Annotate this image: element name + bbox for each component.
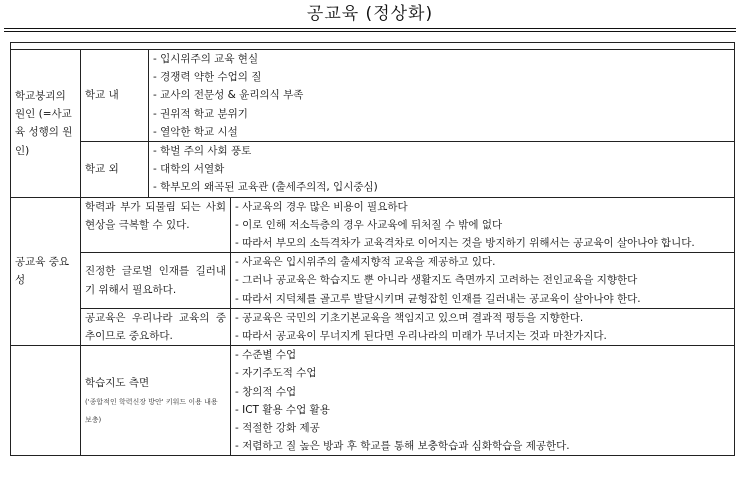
causes-outside-list <box>149 142 735 198</box>
list-item: - 학벌 주의 사회 풍토 <box>153 145 252 158</box>
list-item: - 따라서 부모의 소득격차가 교육격차로 이어지는 것을 방지하기 위해서는 공교육이 살아나야 합니다. <box>235 237 695 250</box>
list-item: - 따라서 공교육이 무너지게 된다면 우리나라의 미래가 무너지는 것과 마찬가지다. <box>235 330 607 343</box>
measures-empty-cell <box>11 346 81 456</box>
list-item: - 창의적 수업 <box>235 385 297 398</box>
list-item: - 자기주도적 수업 <box>235 367 317 380</box>
title-divider <box>4 28 736 32</box>
measures-label-cell <box>81 346 231 456</box>
list-item: - 열악한 학교 시설 <box>153 125 238 138</box>
list-item: - 공교육은 국민의 기초기본교육을 책임지고 있으며 결과적 평등을 지향한다. <box>235 311 584 324</box>
measures-label: 학습지도 측면 <box>85 376 150 389</box>
importance-claim-1: 학력과 부가 되물림 되는 사회 현상을 극복할 수 있다. <box>81 197 231 253</box>
causes-label: 학교붕괴의 원인 (=사교육 성행의 원인) <box>11 50 81 198</box>
measures-note: ('종합적인 학력신장 방안' 키워드 이용 내용 보충) <box>85 397 218 424</box>
importance-row-2 <box>11 253 735 309</box>
content-table <box>10 42 735 456</box>
list-item: - 저렴하고 질 높은 방과 후 학교를 통해 보충학습과 심화학습을 제공한다. <box>235 440 570 453</box>
importance-claim-2: 진정한 글로벌 인재를 길러내기 위해서 필요하다. <box>81 253 231 309</box>
list-item: - 입시위주의 교육 현실 <box>153 53 259 65</box>
importance-row-1 <box>11 197 735 253</box>
list-item: - 적절한 강화 제공 <box>235 422 320 435</box>
list-item: - 사교육은 입시위주의 출세지향적 교육을 제공하고 있다. <box>235 256 496 269</box>
list-item: - 그러나 공교육은 학습지도 뿐 아니라 생활지도 측면까지 고려하는 전인교육을 지향한다 <box>235 274 638 287</box>
list-item: - 이로 인해 저소득층의 경우 사교육에 뒤처질 수 밖에 없다 <box>235 218 503 231</box>
measures-list <box>231 346 735 456</box>
causes-outside-label: 학교 외 <box>81 142 149 198</box>
causes-inside-label: 학교 내 <box>81 50 149 142</box>
causes-inside-list <box>149 50 735 142</box>
spacer-row <box>11 43 735 50</box>
importance-details-3 <box>231 308 735 345</box>
measures-row <box>11 346 735 456</box>
list-item: - 대학의 서열화 <box>153 163 225 176</box>
importance-claim-3: 공교육은 우리나라 교육의 중추이므로 중요하다. <box>81 308 231 345</box>
causes-inside-row <box>11 50 735 142</box>
importance-label: 공교육 중요성 <box>11 197 81 346</box>
list-item: - 교사의 전문성 & 윤리의식 부족 <box>153 89 304 102</box>
list-item: - 권위적 학교 분위기 <box>153 107 248 120</box>
list-item: - 경쟁력 약한 수업의 질 <box>153 71 262 84</box>
importance-details-2 <box>231 253 735 309</box>
importance-row-3 <box>11 308 735 345</box>
list-item: - 학부모의 왜곡된 교육관 (출세주의적, 입시중심) <box>153 181 378 194</box>
causes-outside-row <box>11 142 735 198</box>
list-item: - 사교육의 경우 많은 비용이 필요하다 <box>235 200 408 213</box>
list-item: - ICT 활용 수업 활용 <box>235 403 330 416</box>
list-item: - 수준별 수업 <box>235 349 297 362</box>
importance-details-1 <box>231 197 735 253</box>
list-item: - 따라서 지덕체를 골고루 발달시키며 균형잡힌 인재를 길러내는 공교육이 살아나야 한다. <box>235 292 641 305</box>
document-title: 공교육 (정상화) <box>306 4 434 24</box>
